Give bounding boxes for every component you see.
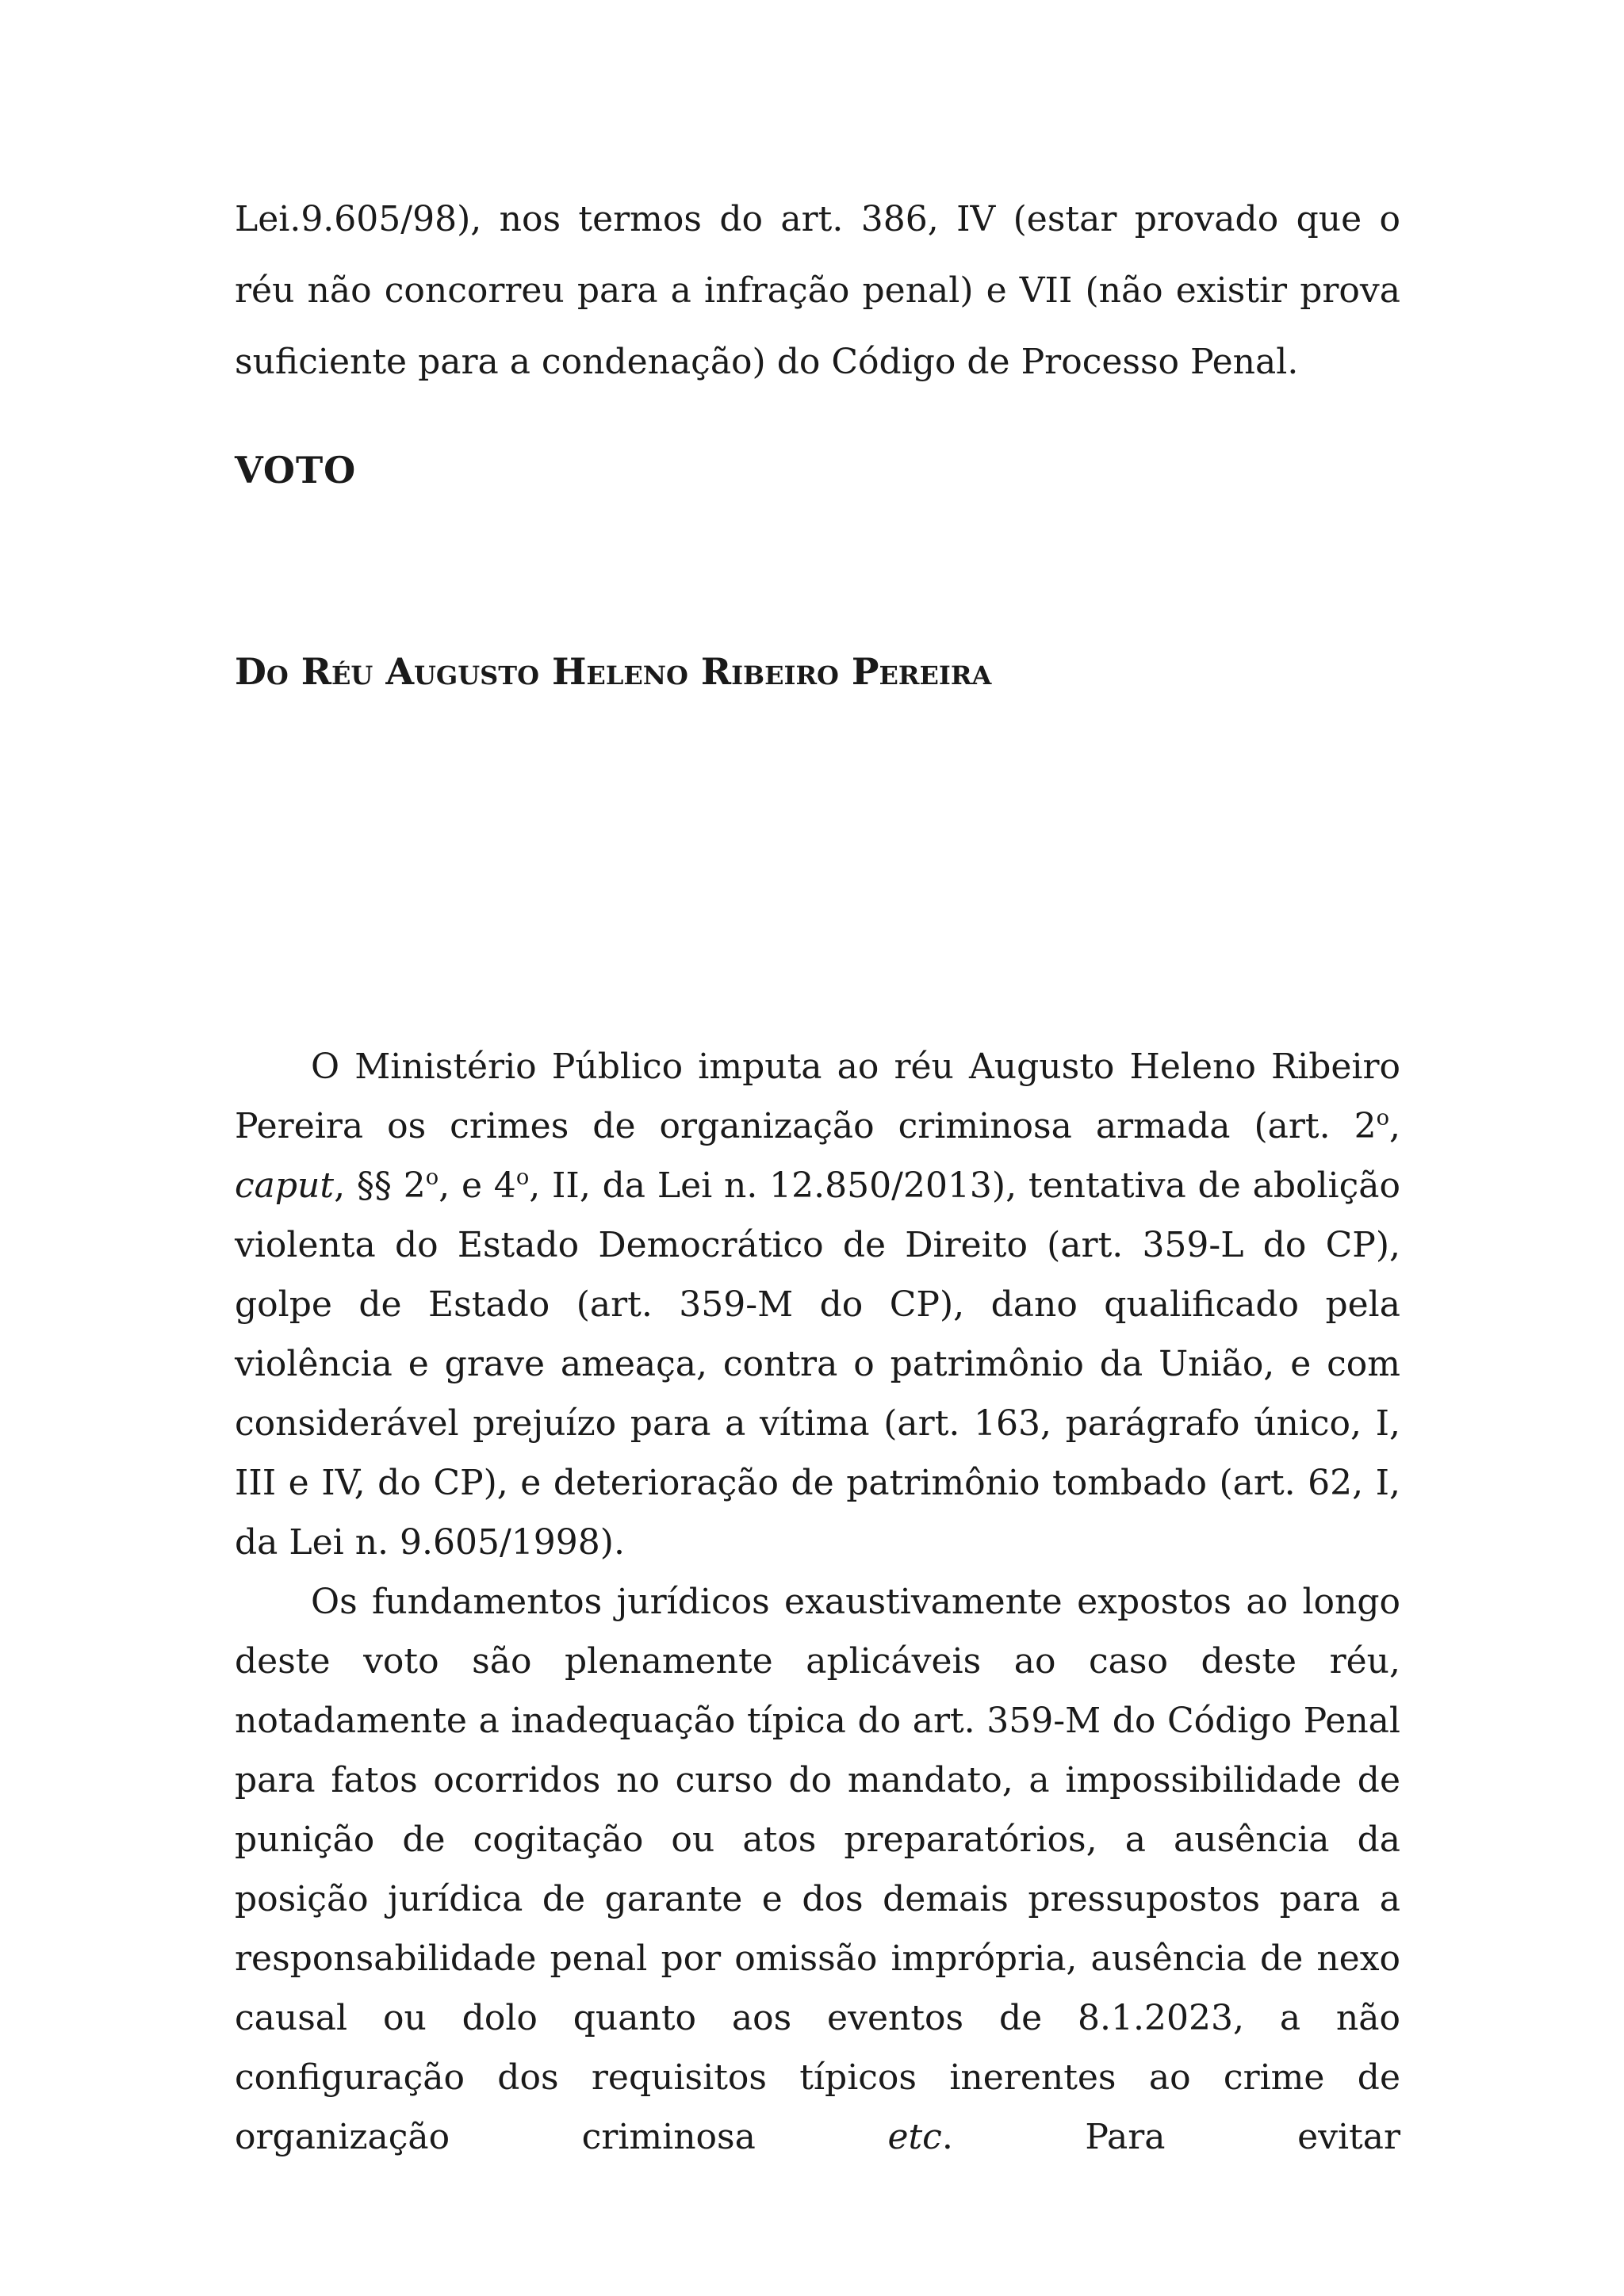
- charges-text-5: , II, da Lei n. 12.850/2013), tentativa de abolição violenta do Estado Democrático de Direito (art. 359-L do CP), golpe de Estado (art. 359-M do CP), dano qualificado pela violência e grave ameaça, contra o patrimônio da União, e com considerável prejuízo para a vítima (art. 163, parágrafo único, I, III e IV, do CP), e deterioração de patrimônio tombado (art. 62, I, da Lei n. 9.605/1998).: [235, 1165, 1400, 1563]
- charges-text-2: ,: [1389, 1106, 1400, 1146]
- grounds-text-1: Os fundamentos jurídicos exaustivamente expostos ao longo deste voto são plenamente aplicáveis ao caso deste réu, notadamente a inadequação típica do art. 359-M do Código Penal para fatos ocorridos no curso do mandato, a impossibilidade de punição de cogitação ou atos preparatórios, a ausência da posição jurídica de garante e dos demais pressupostos para a responsabilidade penal por omissão imprópria, ausência de nexo causal ou dolo quanto aos eventos de 8.1.2023, a não configuração dos requisitos típicos inerentes ao crime de organização criminosa: [235, 1582, 1400, 2157]
- grounds-text-2: . Para evitar: [941, 2117, 1400, 2157]
- defendant-heading: Do Réu Augusto Heleno Ribeiro Pereira: [235, 650, 992, 693]
- charges-text-1: O Ministério Público imputa ao réu Augusto Heleno Ribeiro Pereira os crimes de organização criminosa armada (art. 2: [235, 1047, 1400, 1146]
- ordinal-mark: o: [515, 1165, 530, 1190]
- charges-text-4: , e 4: [439, 1165, 516, 1206]
- ordinal-mark: o: [1376, 1105, 1389, 1131]
- paragraph-grounds: [235, 1572, 1400, 2167]
- charges-text-3: , §§ 2: [334, 1165, 426, 1206]
- continuation-text: Lei.9.605/98), nos termos do art. 386, IV (estar provado que o réu não concorreu para a infração penal) e VII (não existir prova suficiente para a condenação) do Código de Processo Penal.: [235, 199, 1400, 382]
- section-heading-voto: VOTO: [235, 449, 357, 492]
- italic-etc: etc: [887, 2117, 942, 2157]
- ordinal-mark: o: [425, 1165, 439, 1190]
- paragraph-charges: [235, 1037, 1400, 1572]
- continuation-paragraph: [235, 184, 1400, 398]
- italic-caput: caput: [235, 1165, 335, 1206]
